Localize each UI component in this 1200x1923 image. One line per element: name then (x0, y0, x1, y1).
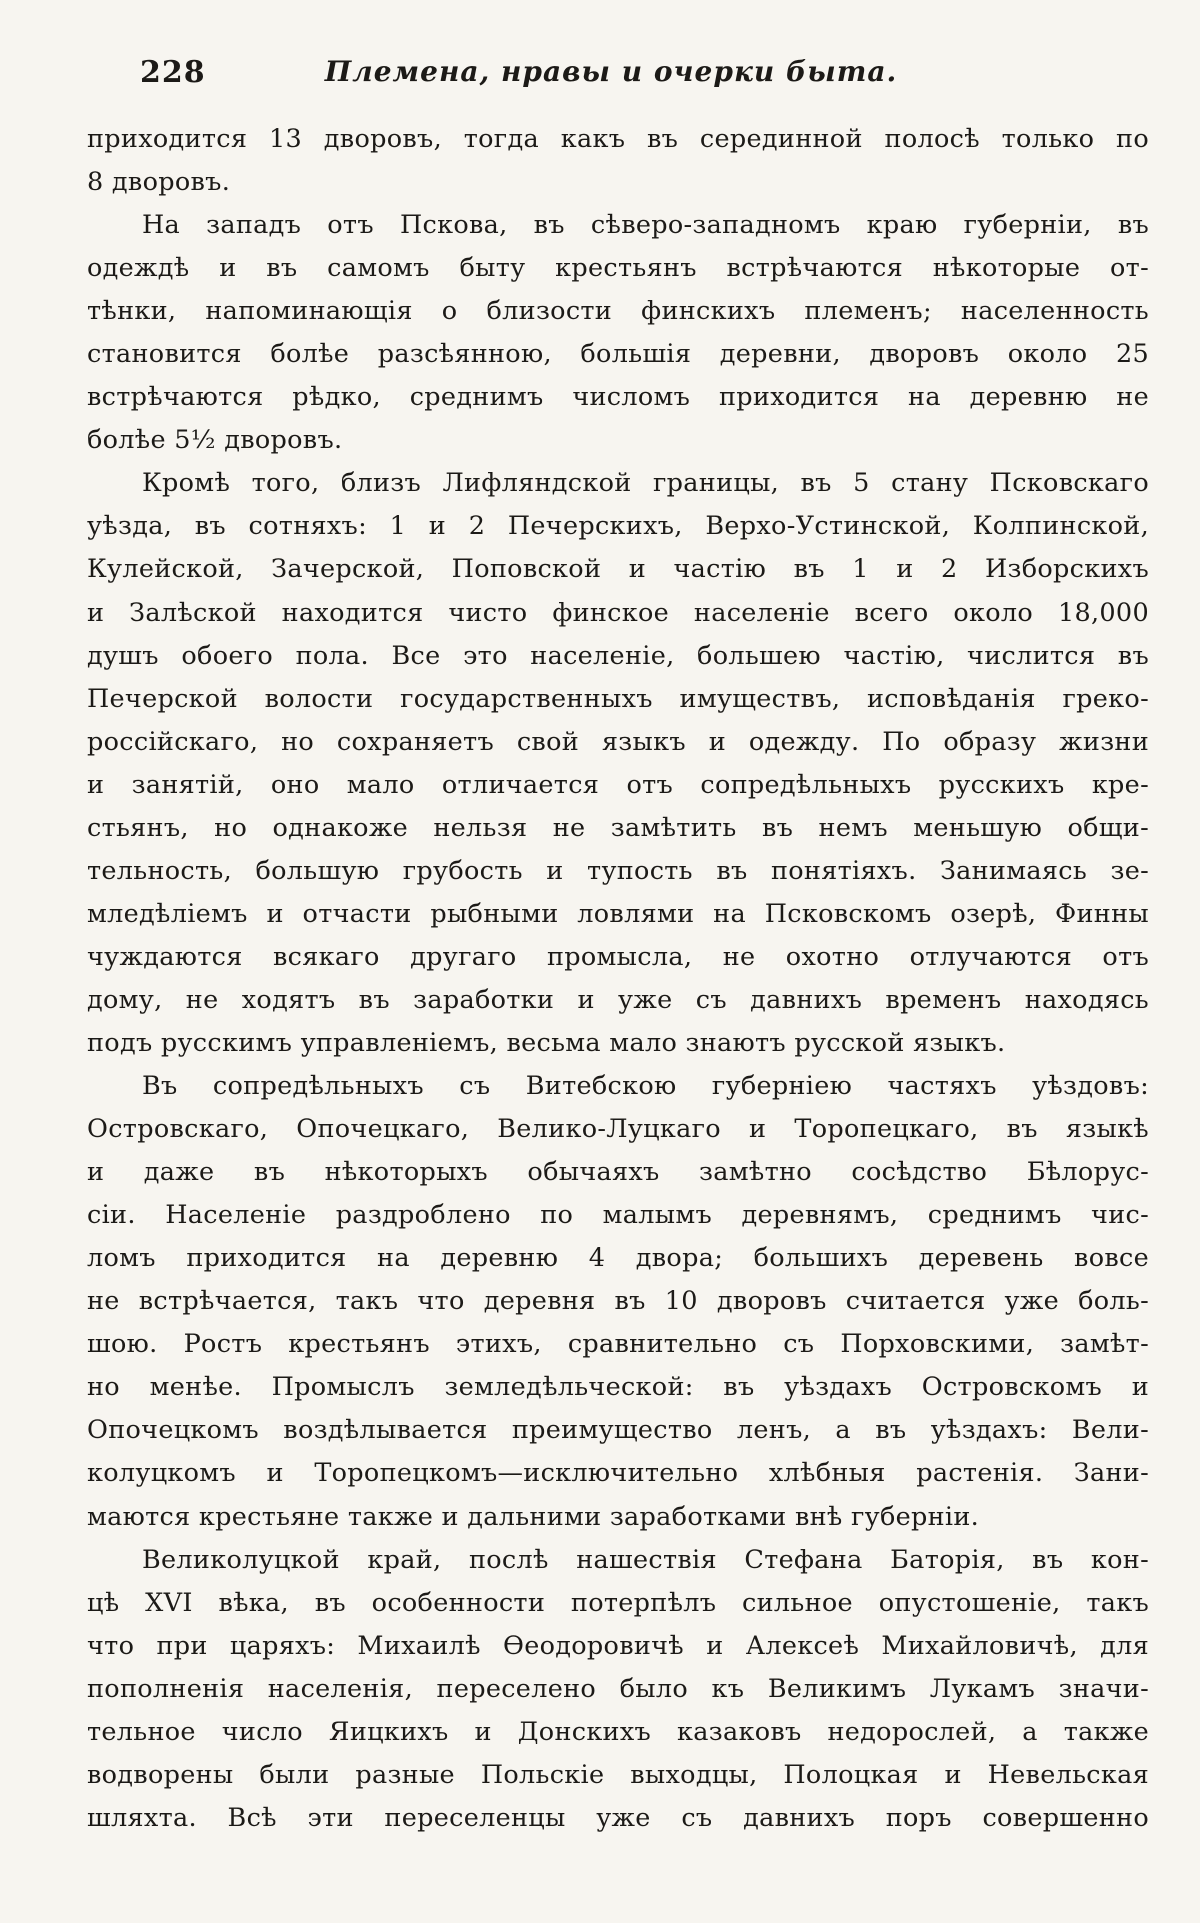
text-line: цѣ XVI вѣка, въ особенности потерпѣлъ сильное опустошеніе, такъ (87, 1587, 1149, 1618)
text-line: не встрѣчается, такъ что деревня въ 10 дворовъ считается уже боль- (87, 1286, 1149, 1317)
text-line: шою. Ростъ крестьянъ этихъ, сравнительно съ Порховскими, замѣт- (87, 1329, 1149, 1360)
text-line: сіи. Населеніе раздроблено по малымъ деревнямъ, среднимъ чис- (87, 1200, 1149, 1231)
text-line: Печерской волости государственныхъ имуществъ, исповѣданія греко- (87, 683, 1149, 714)
text-line: шляхта. Всѣ эти переселенцы уже съ давнихъ поръ совершенно (87, 1802, 1149, 1833)
text-line: На западъ отъ Пскова, въ сѣверо-западномъ краю губерніи, въ (142, 210, 1149, 241)
text-line: болѣе 5½ дворовъ. (87, 425, 343, 456)
page-number: 228 (140, 55, 206, 90)
running-title: Племена, нравы и очерки быта. (324, 55, 898, 88)
text-line: и занятій, оно мало отличается отъ сопредѣльныхъ русскихъ кре- (87, 769, 1149, 800)
text-line: ломъ приходится на деревню 4 двора; большихъ деревень вовсе (87, 1243, 1149, 1274)
text-line: пополненія населенія, переселено было къ Великимъ Лукамъ значи- (87, 1673, 1149, 1704)
text-line: чуждаются всякаго другаго промысла, не охотно отлучаются отъ (87, 941, 1149, 972)
text-line: Кулейской, Зачерской, Поповской и частію въ 1 и 2 Изборскихъ (87, 554, 1149, 585)
text-line: россійскаго, но сохраняетъ свой языкъ и одежду. По образу жизни (87, 726, 1149, 757)
text-line: и даже въ нѣкоторыхъ обычаяхъ замѣтно сосѣдство Бѣлорус- (87, 1157, 1149, 1188)
page-body-text (87, 118, 1149, 1898)
text-line: что при царяхъ: Михаилѣ Ѳеодоровичѣ и Алексеѣ Михайловичѣ, для (87, 1630, 1149, 1661)
text-line: дому, не ходятъ въ заработки и уже съ давнихъ временъ находясь (87, 984, 1149, 1015)
text-line: встрѣчаются рѣдко, среднимъ числомъ приходится на деревню не (87, 382, 1149, 413)
text-line: Островскаго, Опочецкаго, Велико-Луцкаго и Торопецкаго, въ языкѣ (87, 1114, 1149, 1145)
text-line: Опочецкомъ воздѣлывается преимущество ленъ, а въ уѣздахъ: Вели- (87, 1415, 1149, 1446)
text-line: уѣзда, въ сотняхъ: 1 и 2 Печерскихъ, Верхо-Устинской, Колпинской, (87, 511, 1149, 542)
text-line: душъ обоего пола. Все это населеніе, большею частію, числится въ (87, 640, 1149, 671)
text-line: тельность, большую грубость и тупость въ понятіяхъ. Занимаясь зе- (87, 855, 1149, 886)
text-line: Кромѣ того, близъ Лифляндской границы, въ 5 стану Псковскаго (142, 468, 1149, 499)
text-line: приходится 13 дворовъ, тогда какъ въ серединной полосѣ только по (87, 124, 1149, 154)
text-line: тельное число Яицкихъ и Донскихъ казаковъ недорослей, а также (87, 1716, 1149, 1747)
text-line: но менѣе. Промыслъ земледѣльческой: въ уѣздахъ Островскомъ и (87, 1372, 1149, 1403)
text-line: становится болѣе разсѣянною, большія деревни, дворовъ около 25 (87, 339, 1149, 370)
page-header (140, 55, 1082, 99)
text-line: тѣнки, напоминающія о близости финскихъ племенъ; населенность (87, 296, 1149, 327)
text-line: Въ сопредѣльныхъ съ Витебскою губерніею частяхъ уѣздовъ: (142, 1071, 1149, 1102)
text-line: Великолуцкой край, послѣ нашествія Стефана Баторія, въ кон- (142, 1544, 1149, 1575)
text-line: мледѣліемъ и отчасти рыбными ловлями на Псковскомъ озерѣ, Финны (87, 898, 1149, 929)
text-line: колуцкомъ и Торопецкомъ—исключительно хлѣбныя растенія. Зани- (87, 1458, 1149, 1489)
text-line: и Залѣской находится чисто финское населеніе всего около 18,000 (87, 597, 1149, 628)
text-line: подъ русскимъ управленіемъ, весьма мало знаютъ русской языкъ. (87, 1027, 1006, 1058)
text-line: водворены были разные Польскіе выходцы, Полоцкая и Невельская (87, 1759, 1149, 1790)
text-line: маются крестьяне также и дальними заработками внѣ губерніи. (87, 1501, 980, 1532)
text-line: 8 дворовъ. (87, 167, 231, 198)
text-line: стьянъ, но однакоже нельзя не замѣтить въ немъ меньшую общи- (87, 812, 1149, 843)
text-line: одеждѣ и въ самомъ быту крестьянъ встрѣчаются нѣкоторые от- (87, 253, 1149, 284)
